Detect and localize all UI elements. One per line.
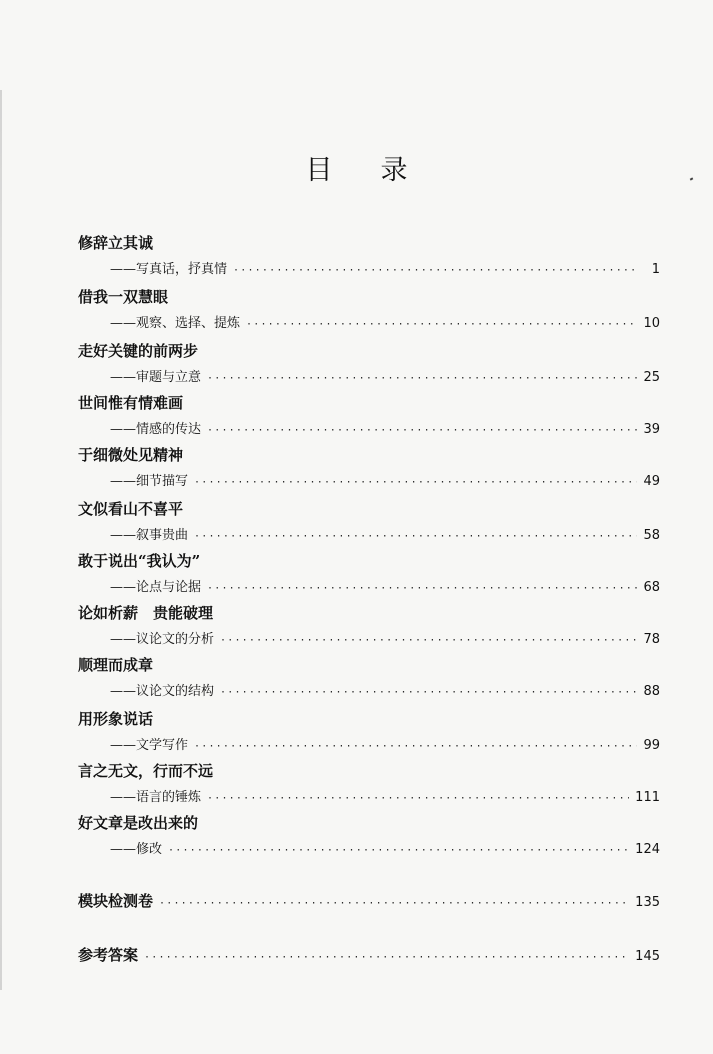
page-number: 88 xyxy=(643,684,660,699)
dot-leader xyxy=(220,627,637,654)
toc-entry[interactable] xyxy=(78,888,660,915)
dot-leader xyxy=(194,733,637,760)
page-number: 58 xyxy=(643,528,660,543)
scan-edge-shadow xyxy=(0,90,2,990)
chapter-title: 修辞立其诚 xyxy=(78,234,154,252)
toc-section-7 xyxy=(78,548,660,601)
toc-entry[interactable] xyxy=(78,416,660,443)
chapter-title: 借我一双慧眼 xyxy=(78,288,169,306)
page-number: 111 xyxy=(635,790,660,805)
toc-entry[interactable] xyxy=(78,574,660,601)
chapter-subtitle: ——论点与论据 xyxy=(110,580,202,595)
chapter-subtitle: ——议论文的结构 xyxy=(110,684,215,699)
toc-entry[interactable] xyxy=(78,522,660,549)
toc-entry[interactable] xyxy=(78,256,660,283)
chapter-title: 世间惟有情难画 xyxy=(78,394,184,412)
chapter-subtitle: ——文学写作 xyxy=(110,738,189,753)
chapter-subtitle: ——叙事贵曲 xyxy=(110,528,189,543)
chapter-title: 用形象说话 xyxy=(78,710,154,728)
chapter-title: 好文章是改出来的 xyxy=(78,814,199,832)
toc-entry[interactable] xyxy=(78,678,660,705)
toc-section-6 xyxy=(78,496,660,549)
dot-leader xyxy=(194,469,637,496)
page-number: 1 xyxy=(651,262,660,277)
toc-section-4 xyxy=(78,390,660,443)
chapter-subtitle: ——议论文的分析 xyxy=(110,632,215,647)
page-title xyxy=(0,148,713,187)
page-number: 49 xyxy=(643,474,660,489)
toc-entry[interactable] xyxy=(78,626,660,653)
dot-leader xyxy=(233,257,638,284)
toc-section-8 xyxy=(78,600,660,653)
toc-section-12 xyxy=(78,810,660,863)
page-number: 10 xyxy=(643,316,660,331)
chapter-title: 文似看山不喜平 xyxy=(78,500,184,518)
toc-entry[interactable] xyxy=(78,836,660,863)
toc-entry[interactable] xyxy=(78,784,660,811)
chapter-subtitle: ——细节描写 xyxy=(110,474,189,489)
page-number: 39 xyxy=(643,422,660,437)
page-number: 124 xyxy=(635,842,660,857)
chapter-subtitle: ——语言的锤炼 xyxy=(110,790,202,805)
dot-leader xyxy=(246,311,637,338)
chapter-title: 论如析薪 贵能破理 xyxy=(78,604,214,622)
chapter-title: 顺理而成章 xyxy=(78,656,154,674)
chapter-subtitle: ——审题与立意 xyxy=(110,370,202,385)
chapter-title: 走好关键的前两步 xyxy=(78,342,199,360)
dot-leader xyxy=(144,944,629,971)
toc-section-3 xyxy=(78,338,660,391)
chapter-title: 敢于说出“我认为” xyxy=(78,552,201,570)
dot-leader xyxy=(207,417,637,444)
chapter-subtitle: ——观察、选择、提炼 xyxy=(110,316,241,331)
page-number: 25 xyxy=(643,370,660,385)
entry-title: 参考答案 xyxy=(78,946,139,964)
dot-leader xyxy=(194,523,637,550)
toc-extra-answers xyxy=(78,942,660,969)
chapter-subtitle: ——写真话，抒真情 xyxy=(110,262,228,277)
title-char: 目 xyxy=(305,155,333,186)
toc-section-9 xyxy=(78,652,660,705)
toc-entry[interactable] xyxy=(78,732,660,759)
entry-title: 模块检测卷 xyxy=(78,892,154,910)
toc-entry[interactable] xyxy=(78,942,660,969)
page-number: 145 xyxy=(635,949,660,964)
toc-section-10 xyxy=(78,706,660,759)
toc-section-5 xyxy=(78,442,660,495)
toc-section-1 xyxy=(78,230,660,283)
page-number: 99 xyxy=(643,738,660,753)
dot-leader xyxy=(159,890,629,917)
toc-extra-test xyxy=(78,888,660,915)
dot-leader xyxy=(207,575,637,602)
page-number: 135 xyxy=(635,895,660,910)
dot-leader xyxy=(207,785,629,812)
dot-leader xyxy=(220,679,637,706)
page-number: 78 xyxy=(643,632,660,647)
toc-entry[interactable] xyxy=(78,468,660,495)
toc-entry[interactable] xyxy=(78,310,660,337)
dot-leader xyxy=(168,837,629,864)
chapter-title: 于细微处见精神 xyxy=(78,446,184,464)
chapter-subtitle: ——情感的传达 xyxy=(110,422,202,437)
dot-leader xyxy=(207,365,637,392)
page-number: 68 xyxy=(643,580,660,595)
chapter-subtitle: ——修改 xyxy=(110,842,163,857)
toc-section-11 xyxy=(78,758,660,811)
chapter-title: 言之无文，行而不远 xyxy=(78,762,214,780)
toc-entry[interactable] xyxy=(78,364,660,391)
toc-section-2 xyxy=(78,284,660,337)
title-char: 录 xyxy=(380,155,408,186)
